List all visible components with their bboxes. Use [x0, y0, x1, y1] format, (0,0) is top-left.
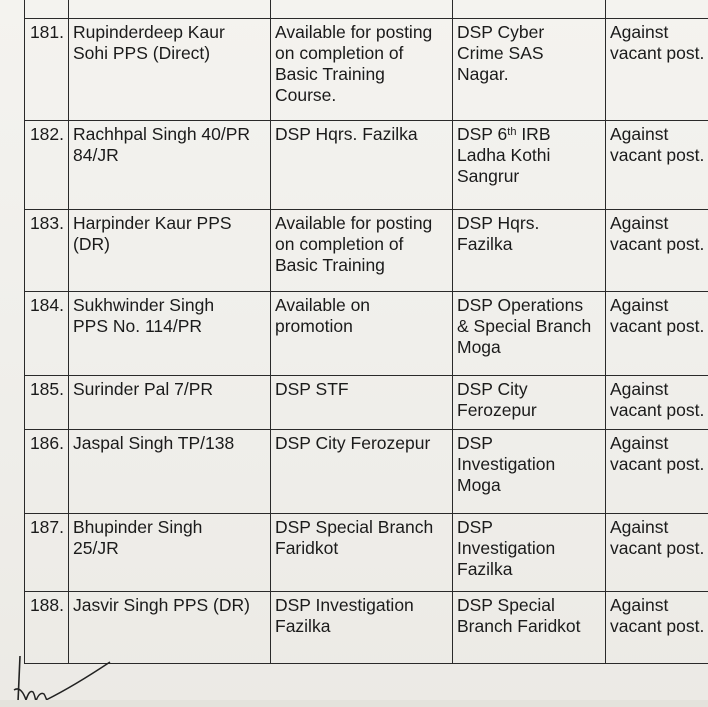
officer-name: Surinder Pal 7/PR [69, 376, 271, 430]
present-posting: Available on promotion [271, 292, 453, 376]
posting-table [24, 0, 708, 664]
remarks: Against vacant post. [606, 210, 708, 292]
new-posting: DSP Investigation Fazilka [453, 514, 606, 592]
new-posting: DSP Investigation Moga [453, 430, 606, 514]
new-posting: DSP 6th IRB Ladha Kothi Sangrur [453, 121, 606, 210]
table-row [25, 514, 708, 592]
officer-name: Sukhwinder Singh PPS No. 114/PR [69, 292, 271, 376]
new-posting: DSP Hqrs. Fazilka [453, 210, 606, 292]
new-posting: DSP Operations & Special Branch Moga [453, 292, 606, 376]
serial-number: 183. [25, 210, 69, 292]
present-posting: DSP STF [271, 376, 453, 430]
serial-number: 185. [25, 376, 69, 430]
present-posting: DSP Hqrs. Fazilka [271, 121, 453, 210]
table-row [25, 0, 708, 19]
signature-mark [6, 650, 116, 705]
present-posting: DSP Investigation Fazilka [271, 592, 453, 664]
officer-name: Jaspal Singh TP/138 [69, 430, 271, 514]
serial-number: 187. [25, 514, 69, 592]
serial-number: 182. [25, 121, 69, 210]
remarks: Against vacant post. [606, 121, 708, 210]
officer-name: Harpinder Kaur PPS (DR) [69, 210, 271, 292]
present-posting: Available for posting on completion of Basic Training [271, 210, 453, 292]
present-posting: DSP Special Branch Faridkot [271, 514, 453, 592]
remarks: Against vacant post. [606, 430, 708, 514]
remarks: Against vacant post. [606, 592, 708, 664]
remarks: Against vacant post. [606, 19, 708, 121]
table-row [25, 19, 708, 121]
page-edge [0, 700, 708, 707]
table-row [25, 430, 708, 514]
officer-name: Rachhpal Singh 40/PR 84/JR [69, 121, 271, 210]
officer-name: Bhupinder Singh 25/JR [69, 514, 271, 592]
table-row [25, 592, 708, 664]
remarks: Against vacant post. [606, 376, 708, 430]
new-posting: DSP Special Branch Faridkot [453, 592, 606, 664]
new-posting: DSP City Ferozepur [453, 376, 606, 430]
present-posting: Available for posting on completion of Basic Training Course. [271, 19, 453, 121]
table-row [25, 121, 708, 210]
officer-name: Jasvir Singh PPS (DR) [69, 592, 271, 664]
officer-name: Rupinderdeep Kaur Sohi PPS (Direct) [69, 19, 271, 121]
present-posting: DSP City Ferozepur [271, 430, 453, 514]
table-row [25, 376, 708, 430]
serial-number: 181. [25, 19, 69, 121]
remarks: Against vacant post. [606, 514, 708, 592]
serial-number: 184. [25, 292, 69, 376]
serial-number: 188. [25, 592, 69, 664]
remarks: Against vacant post. [606, 292, 708, 376]
table-row [25, 292, 708, 376]
new-posting: DSP Cyber Crime SAS Nagar. [453, 19, 606, 121]
table-row [25, 210, 708, 292]
serial-number: 186. [25, 430, 69, 514]
